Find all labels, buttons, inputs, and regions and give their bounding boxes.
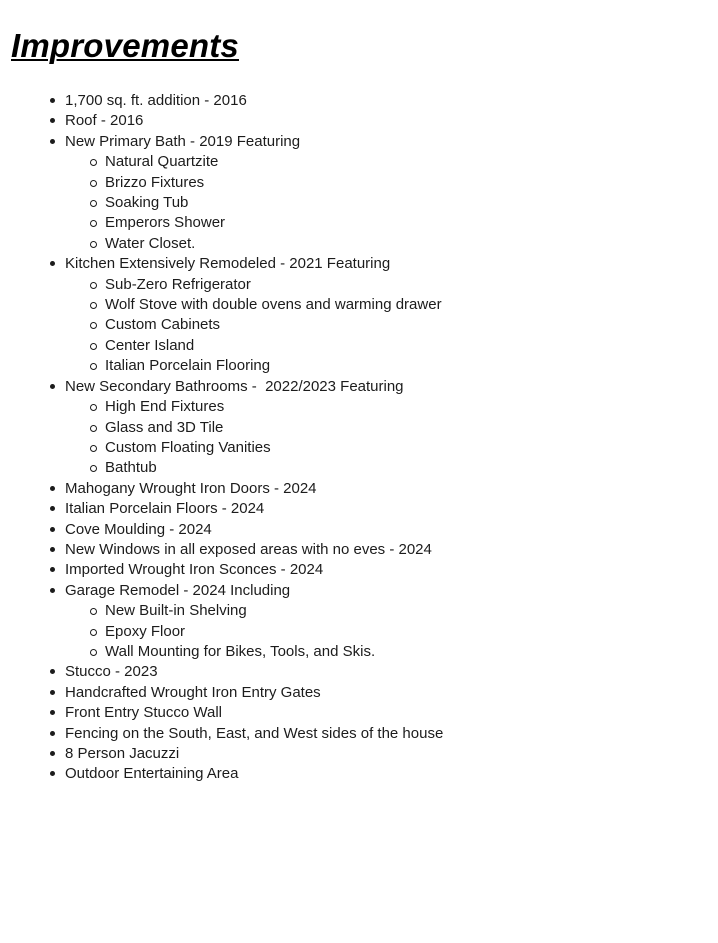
circle-bullet-icon: [90, 465, 97, 472]
bullet-icon: [50, 669, 55, 674]
list-item-text: New Primary Bath - 2019 Featuring: [65, 132, 301, 150]
bullet-icon: [50, 771, 55, 776]
bullet-icon: [50, 118, 55, 123]
circle-bullet-icon: [90, 159, 97, 166]
list-item: [0, 581, 718, 663]
list-item: [0, 377, 718, 479]
bullet-icon: [50, 384, 55, 389]
sub-list-item: [65, 622, 718, 642]
sub-list-item-text: Custom Cabinets: [105, 316, 221, 334]
circle-bullet-icon: [90, 200, 97, 207]
sub-list: [65, 601, 718, 662]
list-item: [0, 744, 718, 764]
list-item: [0, 662, 718, 682]
page-title: Improvements: [11, 27, 239, 64]
list-item: [0, 764, 718, 784]
list-item-text: Cove Moulding - 2024: [65, 520, 212, 538]
sub-list-item-text: Water Closet.: [105, 234, 196, 252]
list-item: [0, 91, 718, 111]
sub-list-item-text: Custom Floating Vanities: [105, 438, 271, 456]
circle-bullet-icon: [90, 425, 97, 432]
sub-list: [65, 397, 718, 479]
sub-list-item-text: Epoxy Floor: [105, 622, 186, 640]
list-item: [0, 132, 718, 254]
sub-list-item: [65, 173, 718, 193]
list-item-text: New Secondary Bathrooms - 2022/2023 Featuring: [65, 377, 404, 395]
list-item: [0, 540, 718, 560]
circle-bullet-icon: [90, 629, 97, 636]
sub-list-item-text: Brizzo Fixtures: [105, 173, 205, 191]
circle-bullet-icon: [90, 180, 97, 187]
list-item: [0, 683, 718, 703]
sub-list-item: [65, 193, 718, 213]
list-item-text: Kitchen Extensively Remodeled - 2021 Featuring: [65, 255, 391, 273]
circle-bullet-icon: [90, 302, 97, 309]
improvements-list: [0, 91, 718, 785]
sub-list-item: [65, 234, 718, 254]
circle-bullet-icon: [90, 343, 97, 350]
list-item: [0, 703, 718, 723]
sub-list-item-text: Soaking Tub: [105, 194, 189, 212]
list-item: [0, 479, 718, 499]
circle-bullet-icon: [90, 241, 97, 248]
document-page: [0, 26, 718, 943]
list-item: [0, 560, 718, 580]
list-item-text: Mahogany Wrought Iron Doors - 2024: [65, 479, 317, 497]
list-item: [0, 724, 718, 744]
sub-list-item-text: Bathtub: [105, 459, 157, 477]
list-item-text: Roof - 2016: [65, 112, 144, 130]
sub-list-item: [65, 438, 718, 458]
sub-list-item: [65, 213, 718, 233]
circle-bullet-icon: [90, 404, 97, 411]
sub-list-item: [65, 356, 718, 376]
list-item: [0, 111, 718, 131]
circle-bullet-icon: [90, 282, 97, 289]
list-item-text: Imported Wrought Iron Sconces - 2024: [65, 561, 324, 579]
sub-list-item-text: New Built-in Shelving: [105, 602, 247, 620]
list-item: [0, 520, 718, 540]
sub-list-item: [65, 315, 718, 335]
sub-list-item: [65, 336, 718, 356]
sub-list-item: [65, 295, 718, 315]
sub-list-item: [65, 418, 718, 438]
sub-list-item-text: Glass and 3D Tile: [105, 418, 224, 436]
bullet-icon: [50, 690, 55, 695]
circle-bullet-icon: [90, 363, 97, 370]
list-item-text: New Windows in all exposed areas with no eves - 2024: [65, 540, 432, 558]
bullet-icon: [50, 527, 55, 532]
list-item-text: Italian Porcelain Floors - 2024: [65, 500, 265, 518]
sub-list-item-text: Sub-Zero Refrigerator: [105, 275, 251, 293]
bullet-icon: [50, 98, 55, 103]
bullet-icon: [50, 506, 55, 511]
bullet-icon: [50, 567, 55, 572]
sub-list-item: [65, 275, 718, 295]
bullet-icon: [50, 547, 55, 552]
bullet-icon: [50, 486, 55, 491]
sub-list-item-text: Wall Mounting for Bikes, Tools, and Skis.: [105, 642, 376, 660]
sub-list-item: [65, 397, 718, 417]
sub-list-item: [65, 642, 718, 662]
sub-list-item: [65, 152, 718, 172]
list-item-text: 1,700 sq. ft. addition - 2016: [65, 92, 247, 109]
bullet-icon: [50, 751, 55, 756]
circle-bullet-icon: [90, 608, 97, 615]
list-item-text: Fencing on the South, East, and West sides of the house: [65, 724, 444, 742]
list-item-text: Stucco - 2023: [65, 663, 158, 681]
list-item-text: Garage Remodel - 2024 Including: [65, 581, 291, 599]
list-item-text: Front Entry Stucco Wall: [65, 704, 222, 722]
list-item: [0, 499, 718, 519]
bullet-icon: [50, 588, 55, 593]
bullet-icon: [50, 731, 55, 736]
sub-list-item-text: Center Island: [105, 336, 195, 354]
circle-bullet-icon: [90, 445, 97, 452]
sub-list-item-text: Italian Porcelain Flooring: [105, 357, 271, 375]
sub-list-item: [65, 601, 718, 621]
sub-list: [65, 275, 718, 377]
sub-list-item-text: Wolf Stove with double ovens and warming drawer: [105, 296, 442, 314]
sub-list: [65, 152, 718, 254]
bullet-icon: [50, 710, 55, 715]
bullet-icon: [50, 261, 55, 266]
circle-bullet-icon: [90, 322, 97, 329]
list-item: [0, 254, 718, 376]
sub-list-item-text: Emperors Shower: [105, 214, 226, 232]
circle-bullet-icon: [90, 649, 97, 656]
circle-bullet-icon: [90, 220, 97, 227]
sub-list-item-text: Natural Quartzite: [105, 153, 219, 171]
bullet-icon: [50, 139, 55, 144]
list-item-text: 8 Person Jacuzzi: [65, 745, 180, 762]
sub-list-item: [65, 458, 718, 478]
sub-list-item-text: High End Fixtures: [105, 398, 225, 416]
list-item-text: Outdoor Entertaining Area: [65, 765, 239, 783]
list-item-text: Handcrafted Wrought Iron Entry Gates: [65, 683, 321, 701]
